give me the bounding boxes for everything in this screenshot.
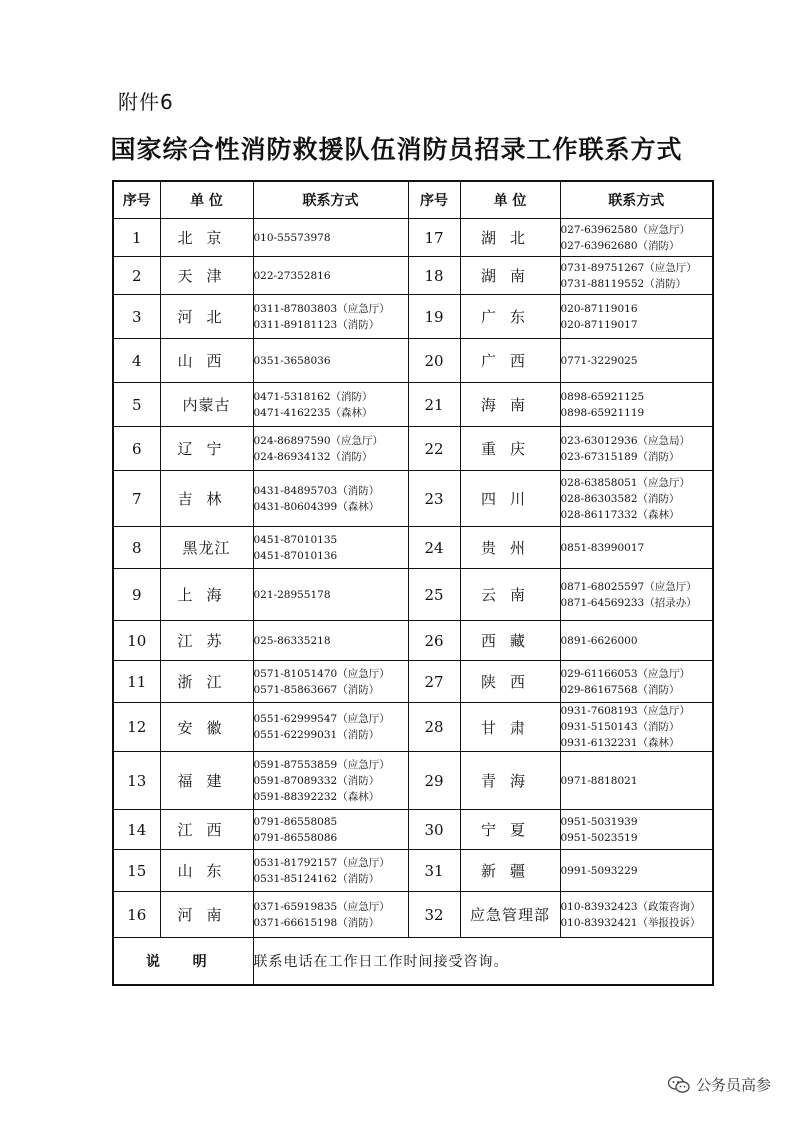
contact-line: 0531-85124162（消防）: [253, 872, 380, 885]
unit-cell: 四川: [460, 471, 560, 527]
unit-cell: 内蒙古: [160, 383, 253, 427]
watermark: [668, 1074, 771, 1095]
contact-cell: [560, 810, 713, 850]
contact-cell: [253, 257, 408, 295]
table-row: [113, 219, 713, 257]
table-row: [113, 621, 713, 661]
contact-line: 0971-8818021: [560, 774, 638, 787]
unit-cell: 山西: [160, 339, 253, 383]
header-seq-left: 序号: [113, 181, 160, 219]
unit-cell: 江西: [160, 810, 253, 850]
contact-line: 028-86303582（消防）: [560, 492, 680, 505]
contact-line: 0791-86558086: [253, 831, 338, 844]
seq-cell: 12: [113, 703, 160, 752]
contact-cell: [560, 427, 713, 471]
unit-cell: 广东: [460, 295, 560, 339]
contact-cell: [560, 471, 713, 527]
contact-line: 0431-80604399（森林）: [253, 500, 380, 513]
table-row: [113, 339, 713, 383]
contact-line: 0351-3658036: [253, 354, 331, 367]
contact-line: 0471-5318162（消防）: [253, 390, 373, 403]
unit-cell: 山东: [160, 850, 253, 892]
seq-cell: 9: [113, 569, 160, 621]
unit-cell: 贵州: [460, 527, 560, 569]
unit-cell: 西藏: [460, 621, 560, 661]
contact-cell: [253, 810, 408, 850]
contact-line: 023-63012936（应急局）: [560, 434, 691, 447]
contact-line: 028-63858051（应急厅）: [560, 476, 691, 489]
contact-line: 0531-81792157（应急厅）: [253, 856, 390, 869]
contact-cell: [560, 752, 713, 810]
table-row: [113, 850, 713, 892]
seq-cell: 13: [113, 752, 160, 810]
seq-cell: 3: [113, 295, 160, 339]
watermark-text: 公务员高参: [695, 1076, 771, 1094]
contact-cell: [560, 339, 713, 383]
contact-cell: [253, 339, 408, 383]
seq-cell: 18: [408, 257, 460, 295]
seq-cell: 30: [408, 810, 460, 850]
contact-cell: [253, 527, 408, 569]
contact-cell: [560, 295, 713, 339]
unit-cell: 湖南: [460, 257, 560, 295]
contact-line: 0471-4162235（森林）: [253, 406, 373, 419]
contact-cell: [253, 850, 408, 892]
wechat-icon: [668, 1076, 690, 1094]
contact-line: 010-83932421（举报投诉）: [560, 916, 701, 929]
contact-line: 024-86934132（消防）: [253, 450, 373, 463]
contact-line: 010-83932423（政策咨询）: [560, 900, 701, 913]
table-row: [113, 383, 713, 427]
contact-line: 010-55573978: [253, 231, 331, 244]
unit-cell: 辽宁: [160, 427, 253, 471]
contact-cell: [253, 427, 408, 471]
contact-line: 0451-87010135: [253, 533, 338, 546]
table-row: [113, 427, 713, 471]
table-row: [113, 527, 713, 569]
seq-cell: 22: [408, 427, 460, 471]
unit-cell: 广西: [460, 339, 560, 383]
table-row: [113, 257, 713, 295]
contact-line: 027-63962680（消防）: [560, 239, 680, 252]
contact-cell: [253, 219, 408, 257]
table-row: [113, 471, 713, 527]
contact-line: 0898-65921119: [560, 406, 645, 419]
seq-cell: 19: [408, 295, 460, 339]
contact-line: 0891-6626000: [560, 634, 638, 647]
contact-cell: [253, 295, 408, 339]
unit-cell: 海南: [460, 383, 560, 427]
contact-cell: [253, 569, 408, 621]
seq-cell: 1: [113, 219, 160, 257]
seq-cell: 27: [408, 661, 460, 703]
contact-line: 0311-89181123（消防）: [253, 318, 380, 331]
seq-cell: 20: [408, 339, 460, 383]
seq-cell: 28: [408, 703, 460, 752]
contact-line: 025-86335218: [253, 634, 331, 647]
contact-line: 0991-5093229: [560, 864, 638, 877]
contact-line: 0311-87803803（应急厅）: [253, 302, 390, 315]
unit-cell: 天津: [160, 257, 253, 295]
header-unit-right: 单 位: [460, 181, 560, 219]
unit-cell: 河南: [160, 892, 253, 938]
contact-line: 020-87119016: [560, 302, 638, 315]
contact-cell: [560, 569, 713, 621]
seq-cell: 11: [113, 661, 160, 703]
contact-line: 0571-81051470（应急厅）: [253, 667, 390, 680]
header-seq-right: 序号: [408, 181, 460, 219]
table-header-row: [113, 181, 713, 219]
attachment-label: 附件6: [118, 90, 174, 114]
table-row: [113, 810, 713, 850]
contact-line: 022-27352816: [253, 269, 331, 282]
table-row: [113, 295, 713, 339]
contact-cell: [253, 752, 408, 810]
unit-cell: 吉林: [160, 471, 253, 527]
seq-cell: 15: [113, 850, 160, 892]
contact-line: 027-63962580（应急厅）: [560, 223, 691, 236]
contact-line: 0371-65919835（应急厅）: [253, 900, 390, 913]
contact-line: 023-67315189（消防）: [560, 450, 680, 463]
contact-cell: [560, 661, 713, 703]
note-text: 联系电话在工作日工作时间接受咨询。: [253, 938, 713, 986]
unit-cell: 宁夏: [460, 810, 560, 850]
table-row: [113, 703, 713, 752]
seq-cell: 31: [408, 850, 460, 892]
contact-line: 0791-86558085: [253, 815, 338, 828]
contact-cell: [560, 257, 713, 295]
contact-line: 0931-5150143（消防）: [560, 721, 680, 733]
contact-line: 0931-7608193（应急厅）: [560, 705, 691, 717]
table-row: [113, 752, 713, 810]
contact-line: 029-61166053（应急厅）: [560, 667, 691, 680]
contact-cell: [560, 892, 713, 938]
header-contact-left: 联系方式: [253, 181, 408, 219]
note-row: [113, 938, 713, 986]
seq-cell: 25: [408, 569, 460, 621]
contact-cell: [253, 471, 408, 527]
header-contact-right: 联系方式: [560, 181, 713, 219]
contact-line: 0551-62299031（消防）: [253, 729, 380, 741]
unit-cell: 应急管理部: [460, 892, 560, 938]
seq-cell: 17: [408, 219, 460, 257]
note-label: 说 明: [113, 938, 253, 986]
contact-cell: [560, 219, 713, 257]
contact-line: 0851-83990017: [560, 541, 645, 554]
contact-line: 0551-62999547（应急厅）: [253, 713, 390, 725]
contact-line: 0571-85863667（消防）: [253, 683, 380, 696]
contact-line: 0451-87010136: [253, 549, 338, 562]
contact-line: 0898-65921125: [560, 390, 645, 403]
seq-cell: 4: [113, 339, 160, 383]
contact-cell: [560, 621, 713, 661]
seq-cell: 7: [113, 471, 160, 527]
unit-cell: 河北: [160, 295, 253, 339]
contact-line: 0591-88392232（森林）: [253, 790, 380, 803]
table-row: [113, 892, 713, 938]
contact-line: 020-87119017: [560, 318, 638, 331]
contact-line: 021-28955178: [253, 588, 331, 601]
unit-cell: 浙江: [160, 661, 253, 703]
contact-line: 024-86897590（应急厅）: [253, 434, 384, 447]
seq-cell: 14: [113, 810, 160, 850]
contact-line: 0371-66615198（消防）: [253, 916, 380, 929]
contact-line: 0871-68025597（应急厅）: [560, 580, 697, 593]
contact-line: 0591-87553859（应急厅）: [253, 758, 390, 771]
contact-cell: [560, 850, 713, 892]
seq-cell: 2: [113, 257, 160, 295]
seq-cell: 10: [113, 621, 160, 661]
header-unit-left: 单 位: [160, 181, 253, 219]
contact-cell: [253, 383, 408, 427]
contact-line: 0951-5031939: [560, 815, 638, 828]
contact-cell: [560, 527, 713, 569]
contact-line: 028-86117332（森林）: [560, 508, 680, 521]
table-row: [113, 661, 713, 703]
contact-cell: [560, 383, 713, 427]
contact-line: 0731-88119552（消防）: [560, 277, 687, 290]
contact-cell: [560, 703, 713, 752]
seq-cell: 23: [408, 471, 460, 527]
contact-cell: [253, 621, 408, 661]
unit-cell: 江苏: [160, 621, 253, 661]
unit-cell: 安徽: [160, 703, 253, 752]
unit-cell: 黑龙江: [160, 527, 253, 569]
contact-line: 0591-87089332（消防）: [253, 774, 380, 787]
table-row: [113, 569, 713, 621]
seq-cell: 24: [408, 527, 460, 569]
contact-cell: [253, 661, 408, 703]
seq-cell: 5: [113, 383, 160, 427]
seq-cell: 32: [408, 892, 460, 938]
seq-cell: 26: [408, 621, 460, 661]
contact-line: 0951-5023519: [560, 831, 638, 844]
unit-cell: 福建: [160, 752, 253, 810]
unit-cell: 湖北: [460, 219, 560, 257]
contact-line: 029-86167568（消防）: [560, 683, 680, 696]
seq-cell: 8: [113, 527, 160, 569]
contact-line: 0731-89751267（应急厅）: [560, 261, 697, 274]
contact-table: [112, 180, 714, 986]
unit-cell: 甘肃: [460, 703, 560, 752]
unit-cell: 青海: [460, 752, 560, 810]
contact-line: 0771-3229025: [560, 354, 638, 367]
seq-cell: 29: [408, 752, 460, 810]
unit-cell: 上海: [160, 569, 253, 621]
contact-line: 0931-6132231（森林）: [560, 737, 680, 749]
contact-cell: [253, 892, 408, 938]
unit-cell: 云南: [460, 569, 560, 621]
contact-cell: [253, 703, 408, 752]
unit-cell: 北京: [160, 219, 253, 257]
contact-line: 0871-64569233（招录办）: [560, 596, 697, 609]
contact-line: 0431-84895703（消防）: [253, 484, 380, 497]
seq-cell: 21: [408, 383, 460, 427]
page-title: 国家综合性消防救援队伍消防员招录工作联系方式: [110, 135, 683, 164]
unit-cell: 重庆: [460, 427, 560, 471]
seq-cell: 6: [113, 427, 160, 471]
unit-cell: 新疆: [460, 850, 560, 892]
seq-cell: 16: [113, 892, 160, 938]
unit-cell: 陕西: [460, 661, 560, 703]
